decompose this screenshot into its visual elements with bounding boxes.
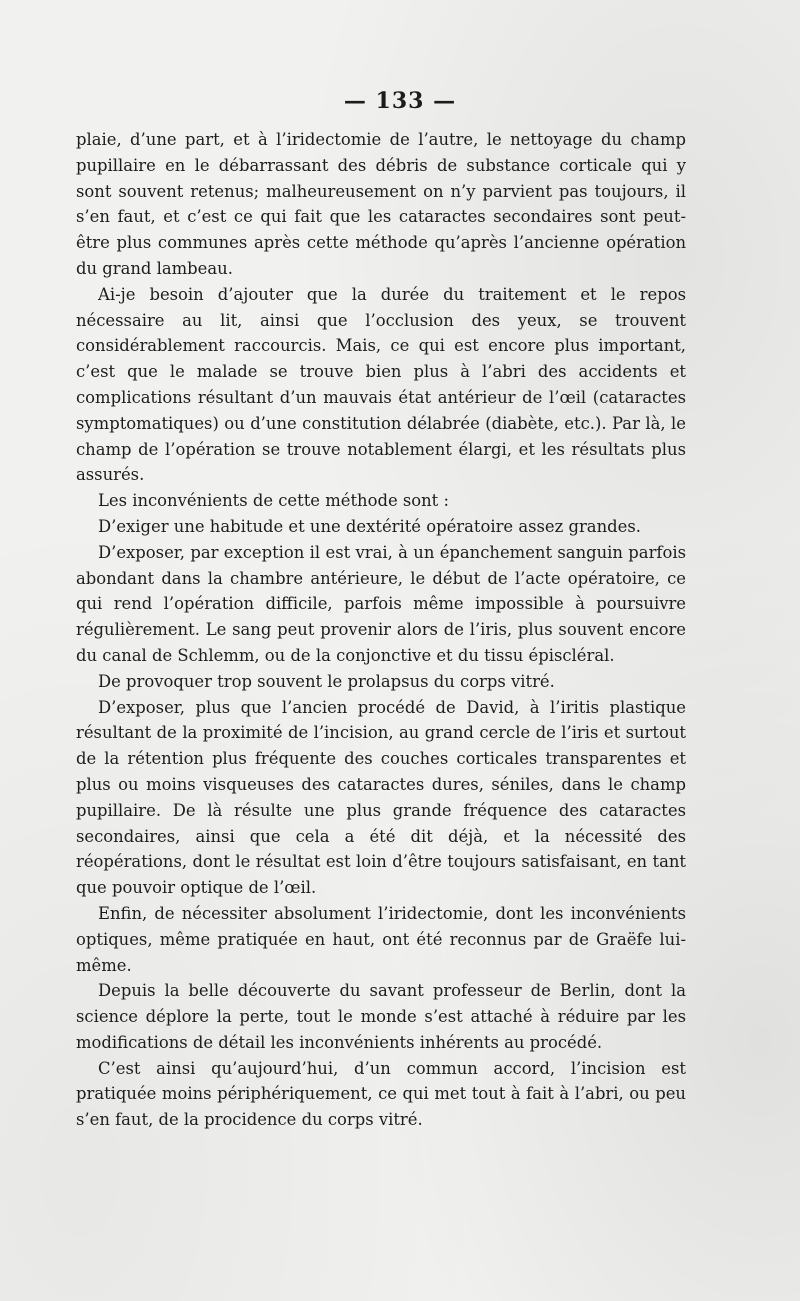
paragraph-9: Depuis la belle découverte du savant professeur de Berlin, dont la science déplore la perte, tout le monde s’est attaché à réduire par les modifications de détail les inconvénients inhérents au procédé. bbox=[76, 981, 686, 1052]
paragraph-10: C’est ainsi qu’aujourd’hui, d’un commun accord, l’incision est pratiquée moins périphériquement, ce qui met tout à fait à l’abri, ou peu s’en faut, de la procidence du corps vitré. bbox=[76, 1058, 686, 1130]
paragraph-4: D’exiger une habitude et une dextérité opératoire assez grandes. bbox=[98, 516, 641, 536]
body-text bbox=[76, 127, 686, 1133]
page-number-header: — 133 — bbox=[343, 88, 457, 114]
paragraph-1: plaie, d’une part, et à l’iridectomie de l’autre, le nettoyage du champ pupillaire en le débarrassant des débris de substance corticale qui y sont souvent retenus; malheureusement on n’y parvient pas toujours, il s’en faut, et c’est ce qui fait que les cataractes secondaires sont peut-être plus communes après cette méthode qu’après l’ancienne opération du grand lambeau. bbox=[76, 130, 686, 278]
paragraph-5: D’exposer, par exception il est vrai, à un épanchement sanguin parfois abondant dans la chambre antérieure, le début de l’acte opératoire, ce qui rend l’opération difficile, parfois même impossible à poursuivre régulièrement. Le sang peut provenir alors de l’iris, plus souvent encore du canal de Schlemm, ou de la conjonctive et du tissu épiscléral. bbox=[76, 542, 686, 665]
paragraph-2: Ai-je besoin d’ajouter que la durée du traitement et le repos nécessaire au lit, ainsi que l’occlusion des yeux, se trouvent considérablement raccourcis. Mais, ce qui est encore plus important, c’est que le malade se trouve bien plus à l’abri des accidents et complications résultant d’un mauvais état antérieur de l’œil (cataractes symptomatiques) ou d’une constitution délabrée (diabète, etc.). Par là, le champ de l’opération se trouve notablement élargi, et les résultats plus assurés. bbox=[76, 284, 686, 485]
paragraph-7: D’exposer, plus que l’ancien procédé de David, à l’iritis plastique résultant de la proximité de l’incision, au grand cercle de l’iris et surtout de la rétention plus fréquente des couches corticales transparentes et plus ou moins visqueuses des cataractes dures, séniles, dans le champ pupillaire. De là résulte une plus grande fréquence des cataractes secondaires, ainsi que cela a été dit déjà, et la nécessité des réopérations, dont le résultat est loin d’être toujours satisfaisant, en tant que pouvoir optique de l’œil. bbox=[76, 697, 686, 898]
paragraph-6: De provoquer trop souvent le prolapsus du corps vitré. bbox=[98, 671, 555, 691]
paragraph-3: Les inconvénients de cette méthode sont : bbox=[98, 491, 450, 511]
paragraph-8: Enfin, de nécessiter absolument l’iridectomie, dont les inconvénients optiques, même pratiquée en haut, ont été reconnus par de Graëfe lui-même. bbox=[76, 903, 686, 975]
